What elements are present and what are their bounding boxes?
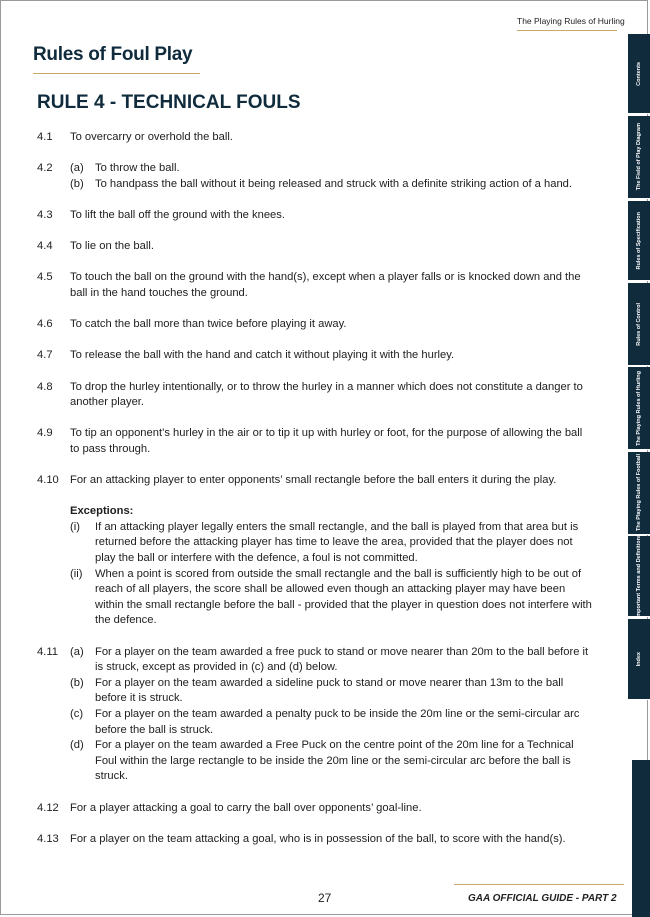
rule-4-9 bbox=[37, 426, 593, 457]
rule-text: To tip an opponent’s hurley in the air or to tip it up with hurley or foot, for the purpose of allowing the ball to pass through. bbox=[70, 427, 583, 455]
exception-item bbox=[70, 520, 593, 567]
rule-4-6 bbox=[37, 317, 593, 333]
rule-number: 4.6 bbox=[37, 318, 53, 331]
rule-number: 4.3 bbox=[37, 208, 53, 221]
side-accent-bar bbox=[632, 760, 650, 917]
rule-content bbox=[70, 130, 593, 146]
rule-4-8 bbox=[37, 380, 593, 411]
side-tab-label: Contents bbox=[635, 61, 642, 86]
rule-content bbox=[70, 380, 593, 411]
rule-number: 4.13 bbox=[37, 832, 59, 845]
footer-label: GAA OFFICIAL GUIDE - PART 2 bbox=[468, 893, 617, 904]
rule-text: For an attacking player to enter opponents’ small rectangle before the ball enters it during the play. bbox=[70, 474, 557, 487]
running-header: The Playing Rules of Hurling bbox=[517, 16, 625, 26]
exception-text: If an attacking player legally enters the small rectangle, and the ball is played from that area but is returned before the attacking player has time to leave the area, provided that the player does not play the ball or interfere with the defence, a foul is not committed. bbox=[95, 520, 579, 565]
rule-content bbox=[70, 832, 593, 848]
exception-text: When a point is scored from outside the small rectangle and the ball is sufficiently high to be out of reach of all players, the score shall be allowed even though an attacking player may have been within the small rectangle before the ball - provided that the player in question does not interfere with the defence. bbox=[95, 567, 592, 627]
exception-item bbox=[70, 567, 593, 629]
rule-4-3 bbox=[37, 208, 593, 224]
side-tab-label: Index bbox=[635, 651, 642, 667]
rule-text: To lift the ball off the ground with the knees. bbox=[70, 208, 285, 221]
rule-4-11 bbox=[37, 645, 593, 785]
rule-text: To catch the ball more than twice before playing it away. bbox=[70, 318, 347, 331]
side-tab-rules-of-specification[interactable] bbox=[628, 201, 650, 281]
subitem-label: (c) bbox=[70, 707, 84, 720]
subitem-label: (a) bbox=[70, 162, 84, 175]
side-tab-label: Rules of Control bbox=[635, 302, 642, 346]
rule-subitem bbox=[70, 738, 593, 785]
section-title: Rules of Foul Play bbox=[33, 44, 193, 65]
subitem-text: For a player on the team awarded a free puck to stand or move nearer than 20m to the ball before it is struck, except as provided in (c) and (d) below. bbox=[95, 645, 589, 674]
page-number: 27 bbox=[318, 891, 332, 905]
rule-content bbox=[70, 317, 593, 333]
rule-text: For a player attacking a goal to carry the ball over opponents’ goal-line. bbox=[70, 801, 422, 814]
side-tab-index[interactable] bbox=[628, 619, 650, 700]
side-tab-label: The Playing Rules of Football bbox=[635, 454, 642, 532]
side-tab-the-field-of-play-diagram[interactable] bbox=[628, 116, 650, 199]
rule-number: 4.12 bbox=[37, 801, 59, 814]
rule-number: 4.7 bbox=[37, 349, 53, 362]
side-tab-label: The Field of Play Diagram bbox=[635, 123, 642, 191]
rule-4-10 bbox=[37, 473, 593, 629]
subitem-label: (d) bbox=[70, 739, 84, 752]
rule-text: To drop the hurley intentionally, or to throw the hurley in a manner which does not constitute a danger to another player. bbox=[70, 380, 583, 409]
subitem-label: (a) bbox=[70, 645, 84, 658]
rule-4-5 bbox=[37, 270, 593, 301]
section-title-rule bbox=[33, 73, 200, 74]
subitem-label: (b) bbox=[70, 676, 84, 689]
rule-subitem bbox=[70, 161, 593, 177]
rule-text: To lie on the ball. bbox=[70, 240, 154, 253]
rules-list bbox=[37, 130, 593, 863]
side-tab-the-playing-rules-of-football[interactable] bbox=[628, 452, 650, 535]
exceptions-heading: Exceptions: bbox=[70, 505, 134, 518]
rule-content bbox=[70, 348, 593, 364]
rule-subitem bbox=[70, 676, 593, 707]
rule-text: To release the ball with the hand and catch it without playing it with the hurley. bbox=[70, 349, 455, 362]
rule-content bbox=[70, 645, 593, 785]
rule-content bbox=[70, 208, 593, 224]
side-tab-label: Important Terms and Definitions bbox=[635, 533, 642, 619]
subitem-text: To handpass the ball without it being released and struck with a definite striking action of a hand. bbox=[95, 177, 573, 190]
rule-number: 4.11 bbox=[37, 645, 58, 658]
rule-text: For a player on the team attacking a goal, who is in possession of the ball, to score with the hand(s). bbox=[70, 832, 566, 845]
rule-4-12 bbox=[37, 801, 593, 817]
rule-number: 4.1 bbox=[37, 131, 53, 143]
subitem-text: For a player on the team awarded a penalty puck to be inside the 20m line or the semi-circular arc before the ball is struck. bbox=[95, 707, 580, 736]
subitem-text: To throw the ball. bbox=[95, 162, 180, 175]
rule-number: 4.8 bbox=[37, 380, 53, 393]
exception-label: (ii) bbox=[70, 567, 83, 580]
rule-number: 4.2 bbox=[37, 162, 53, 175]
running-header-rule bbox=[517, 30, 617, 31]
footer-rule bbox=[454, 884, 624, 885]
exception-label: (i) bbox=[70, 520, 80, 533]
rule-4-2 bbox=[37, 161, 593, 192]
rule-text: To touch the ball on the ground with the hand(s), except when a player falls or is knocked down and the ball in the hand touches the ground. bbox=[70, 271, 581, 299]
rule-subitem bbox=[70, 707, 593, 738]
rule-4-7 bbox=[37, 348, 593, 364]
rule-title: RULE 4 - TECHNICAL FOULS bbox=[37, 92, 301, 113]
rule-content bbox=[70, 426, 593, 457]
rule-number: 4.9 bbox=[37, 427, 53, 440]
rule-number: 4.10 bbox=[37, 474, 59, 487]
rule-content bbox=[70, 801, 593, 817]
side-tab-label: Rules of Specification bbox=[635, 211, 642, 270]
rule-4-4 bbox=[37, 239, 593, 255]
side-tab-contents[interactable] bbox=[628, 34, 650, 114]
rule-text: To overcarry or overhold the ball. bbox=[70, 131, 233, 143]
rule-content bbox=[70, 161, 593, 192]
rule-number: 4.4 bbox=[37, 240, 53, 253]
rule-subitem bbox=[70, 177, 593, 193]
rule-content bbox=[70, 473, 593, 629]
rule-content bbox=[70, 239, 593, 255]
side-tab-rules-of-control[interactable] bbox=[628, 283, 650, 366]
rule-subitem bbox=[70, 645, 593, 676]
side-tab-important-terms-and-definitions[interactable] bbox=[628, 533, 650, 619]
subitem-text: For a player on the team awarded a Free Puck on the centre point of the 20m line for a Technical Foul within the large rectangle to be inside the 20m line or the semi-circular arc before the ball is struck. bbox=[95, 739, 574, 783]
side-tab-the-playing-rules-of-hurling[interactable] bbox=[628, 367, 650, 450]
subitem-text: For a player on the team awarded a sideline puck to stand or move nearer than 13m to the ball before it is struck. bbox=[95, 676, 564, 705]
rule-4-1 bbox=[37, 130, 593, 146]
side-tab-label: The Playing Rules of Hurling bbox=[635, 370, 642, 446]
rule-number: 4.5 bbox=[37, 271, 53, 284]
rule-4-13 bbox=[37, 832, 593, 848]
rule-content bbox=[70, 270, 593, 301]
subitem-label: (b) bbox=[70, 177, 84, 190]
